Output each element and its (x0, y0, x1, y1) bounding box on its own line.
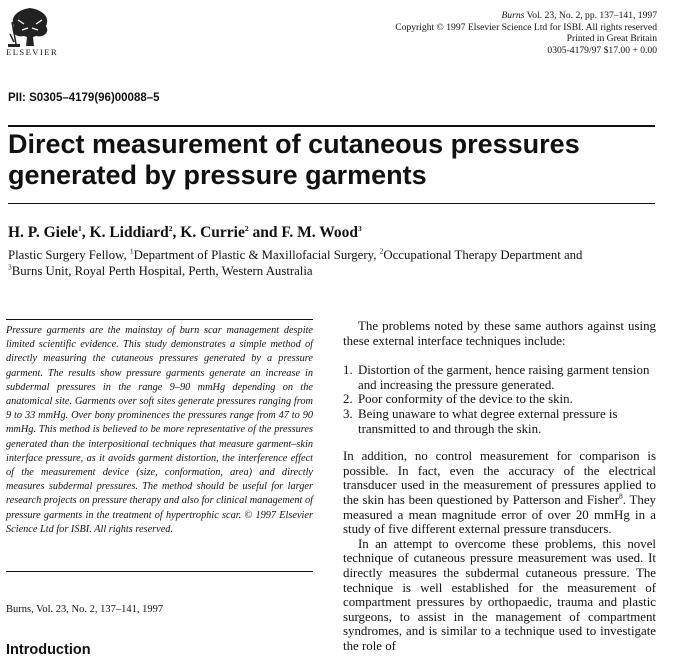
list-item-number: 2. (343, 392, 353, 407)
abstract-text: Pressure garments are the mainstay of burn scar management despite limited scientific evidence. This study demonstrates a simple method of directly measuring the cutaneous pressures generated by a pressure garment. The results show pressure garments generate an increase in subdermal pressures in the range 9–90 mmHg depending on the anatomical site. Garments over soft sites generate pressures ranging from 9 to 33 mmHg. Over bony prominences the pressures range from 47 to 90 mmHg. This method is believed to be more representative of the pressures generated than the interpositional techniques that measure garment–skin interface pressure, as it avoids garment distortion, the interference effect of the measurement device (size, conformation, area) and directly measures subdermal pressures. The method should be useful for larger research projects on pressure therapy and also for clinical management of pressure garments in the treatment of hypertrophic scar. © 1997 Elsevier Science Ltd for ISBI. All rights reserved. (6, 325, 313, 535)
list-item-text: Distortion of the garment, hence raising garment tension and increasing the pressure generated. (358, 363, 650, 392)
problems-list (343, 363, 656, 436)
author-3: , K. Currie (172, 224, 245, 241)
list-item (343, 363, 656, 392)
accuracy-text-a: In addition, no control measurement for comparison is possible. In fact, even the accuracy of the electrical transducer used in the measurement of pressures applied to the skin has been questioned by Patterson and Fisher (343, 449, 656, 507)
publisher-name: ELSEVIER (6, 47, 59, 57)
affiliations (8, 247, 668, 279)
article-title (8, 129, 658, 191)
author-1-sup: 1 (78, 223, 82, 233)
list-item-number: 1. (343, 363, 353, 378)
list-item-number: 3. (343, 406, 353, 421)
accuracy-text-b: . They measured a mean magnitude error of over 20 mmHg in a study of five different external pressure transducers. (343, 492, 656, 537)
reference-sup: 8 (619, 491, 623, 501)
affil-part-4: Burns Unit, Royal Perth Hospital, Perth, Western Australia (11, 264, 313, 278)
pii-identifier: PII: S0305–4179(96)00088–5 (8, 92, 160, 104)
abstract-rule-bottom (6, 571, 313, 572)
title-line-2: generated by pressure garments (8, 160, 427, 190)
list-item (343, 407, 656, 436)
affil-part-3: Occupational Therapy Department and (383, 248, 583, 262)
affil-part-1: Plastic Surgery Fellow, (8, 248, 130, 262)
list-item-text: Being unaware to what degree external pressure is transmitted to and through the skin. (358, 406, 618, 436)
right-column (343, 319, 656, 653)
journal-name: Burns (501, 10, 525, 21)
technique-paragraph: In an attempt to overcome these problems, this novel technique of cutaneous pressure measurement was used. It directly measures the subdermal cutaneous pressure. The technique is well established for the measurement of compartment pressures by orthopaedic, trauma and plastic surgeons, to assist in the management of compartment syndromes, and is similar to a technique used to investigate the role of (343, 536, 656, 653)
author-2-sup: 2 (168, 223, 173, 233)
author-1: H. P. Giele (8, 224, 79, 241)
accuracy-paragraph (343, 449, 656, 537)
volume-pages: Vol. 23, No. 2, pp. 137–141, 1997 (524, 10, 657, 21)
elsevier-tree-logo (6, 4, 54, 48)
author-4: and F. M. Wood (248, 224, 359, 241)
copyright-line: Copyright © 1997 Elsevier Science Ltd for ISBI. All rights reserved (395, 21, 657, 33)
list-item (343, 392, 656, 407)
title-line-1: Direct measurement of cutaneous pressures (8, 129, 580, 159)
affil-part-2: Department of Plastic & Maxillofacial Surgery, (133, 248, 380, 262)
list-item-text: Poor conformity of the device to the skin. (358, 392, 573, 407)
abstract-rule-top (6, 319, 313, 320)
journal-metadata (395, 10, 657, 56)
problems-intro-paragraph: The problems noted by these same authors against using these external interface techniques include: (343, 319, 656, 348)
affil-sup-2: 2 (379, 246, 384, 256)
author-3-sup: 2 (244, 223, 249, 233)
issn-price: 0305-4179/97 $17.00 + 0.00 (547, 44, 657, 56)
title-rule-bottom (8, 203, 655, 204)
title-rule-top (8, 125, 655, 127)
section-heading-introduction: Introduction (6, 642, 91, 658)
citation-line: Burns, Vol. 23, No. 2, 137–141, 1997 (6, 604, 164, 615)
affil-sup-3: 3 (8, 262, 12, 272)
affil-sup-1: 1 (129, 246, 134, 256)
author-4-sup: 3 (358, 223, 362, 233)
author-2: , K. Liddiard (81, 224, 169, 241)
author-list (8, 224, 362, 242)
printed-line: Printed in Great Britain (566, 33, 657, 44)
